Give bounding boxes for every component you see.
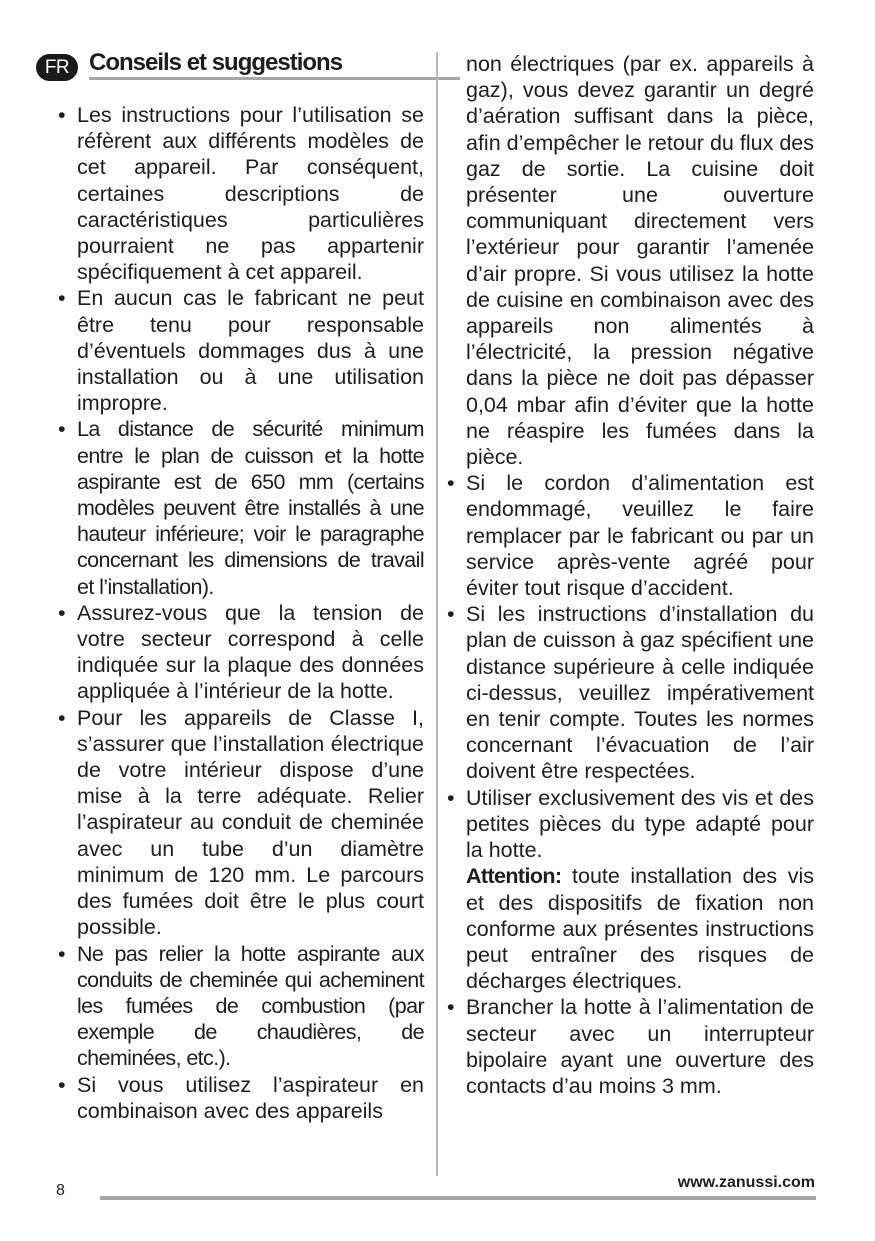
bullet-icon: •	[58, 103, 66, 127]
list-item	[447, 785, 814, 864]
list-item-text: Brancher la hotte à l’alimentation de secteur avec un interrupteur bipolaire ayant une ouverture des contacts d’au moins 3 mm.	[466, 995, 814, 1098]
bullet-icon: •	[58, 1072, 66, 1097]
list-item-text: Les instructions pour l’utilisation se réfèrent aux différents modèles de cet appareil. Par conséquent, certaines descriptions de caractéristiques particulières pourraient ne pas appartenir spécifiquement à cet appareil.	[77, 103, 424, 285]
bullet-list-right-2	[447, 994, 814, 1099]
list-item-text: Si vous utilisez l’aspirateur en combinaison avec des appareils	[77, 1072, 424, 1123]
list-item	[447, 994, 814, 1099]
list-item	[58, 416, 424, 599]
list-item-text: La distance de sécurité minimum entre le plan de cuisson et la hotte aspirante est de 650 mm (certains modèles peuvent être installés à une hauteur inférieure; voir le paragraphe concernant les dimensions de travail et l’installation).	[77, 417, 424, 599]
bullet-icon: •	[447, 471, 455, 496]
language-badge: FR	[36, 54, 78, 81]
list-item-text: Si le cordon d’alimentation est endommagé, veuillez le faire remplacer par le fabricant ou par un service après-vente agréé pour éviter tout risque d’accident.	[466, 471, 814, 601]
attention-text: toute installation des vis et des dispositifs de fixation non conforme aux présentes instructions peut entraîner des risques de décharges électriques.	[466, 864, 814, 994]
bullet-icon: •	[447, 995, 455, 1020]
page-number: 8	[56, 1182, 65, 1199]
left-column	[58, 102, 424, 1124]
attention-note	[447, 863, 814, 994]
bullet-icon: •	[447, 785, 455, 810]
page-title: Conseils et suggestions	[89, 49, 343, 76]
bullet-icon: •	[447, 602, 455, 627]
list-item	[58, 102, 424, 285]
bullet-icon: •	[58, 705, 66, 730]
title-underline	[89, 77, 460, 80]
bullet-icon: •	[58, 286, 66, 311]
bullet-list-right	[447, 470, 814, 863]
bullet-icon: •	[58, 941, 66, 966]
list-item-text: En aucun cas le fabricant ne peut être tenu pour responsable d’éventuels dommages dus à une installation ou à une utilisation impropre.	[77, 286, 424, 416]
right-column	[447, 51, 814, 1099]
bullet-list-left	[58, 102, 424, 1124]
list-item-text: Assurez-vous que la tension de votre secteur correspond à celle indiquée sur la plaque des données appliquée à l’intérieur de la hotte.	[77, 600, 424, 704]
bullet-icon: •	[58, 417, 66, 442]
list-item	[58, 600, 424, 705]
attention-label: Attention:	[466, 864, 562, 889]
list-item	[447, 601, 814, 784]
list-item	[58, 285, 424, 416]
column-divider	[436, 52, 438, 1176]
section-header	[36, 46, 426, 80]
bullet-icon: •	[58, 600, 66, 625]
list-item	[58, 705, 424, 941]
list-item-text: Ne pas relier la hotte aspirante aux conduits de cheminée qui acheminent les fumées de combustion (par exemple de chaudières, de cheminées, etc.).	[77, 941, 424, 1071]
continued-paragraph: non électriques (par ex. appareils à gaz), vous devez garantir un degré d’aération suffisant dans la pièce, afin d’empêcher le retour du flux des gaz de sortie. La cuisine doit présenter une ouverture communiquant directement vers l’extérieur pour garantir l’amenée d’air propre. Si vous utilisez la hotte de cuisine en combinaison avec des appareils non alimentés à l’électricité, la pression négative dans la pièce ne doit pas dépasser 0,04 mbar afin d’éviter que la hotte ne réaspire les fumées dans la pièce.	[466, 52, 814, 470]
list-item	[447, 470, 814, 601]
list-item-text: Pour les appareils de Classe I, s’assurer que l’installation électrique de votre intérieur dispose d’une mise à la terre adéquate. Relier l’aspirateur au conduit de cheminée avec un tube d’un diamètre minimum de 120 mm. Le parcours des fumées doit être le plus court possible.	[77, 705, 424, 940]
website-link[interactable]: www.zanussi.com	[677, 1174, 815, 1191]
list-item	[58, 941, 424, 1072]
list-item-text: Si les instructions d’installation du plan de cuisson à gaz spécifient une distance supérieure à celle indiquée ci-dessus, veuillez impérativement en tenir compte. Toutes les normes concernant l’évacuation de l’air doivent être respectées.	[466, 602, 814, 784]
footer-rule	[100, 1196, 816, 1200]
list-item-text: Utiliser exclusivement des vis et des petites pièces du type adapté pour la hotte.	[466, 785, 814, 863]
list-item	[58, 1072, 424, 1124]
